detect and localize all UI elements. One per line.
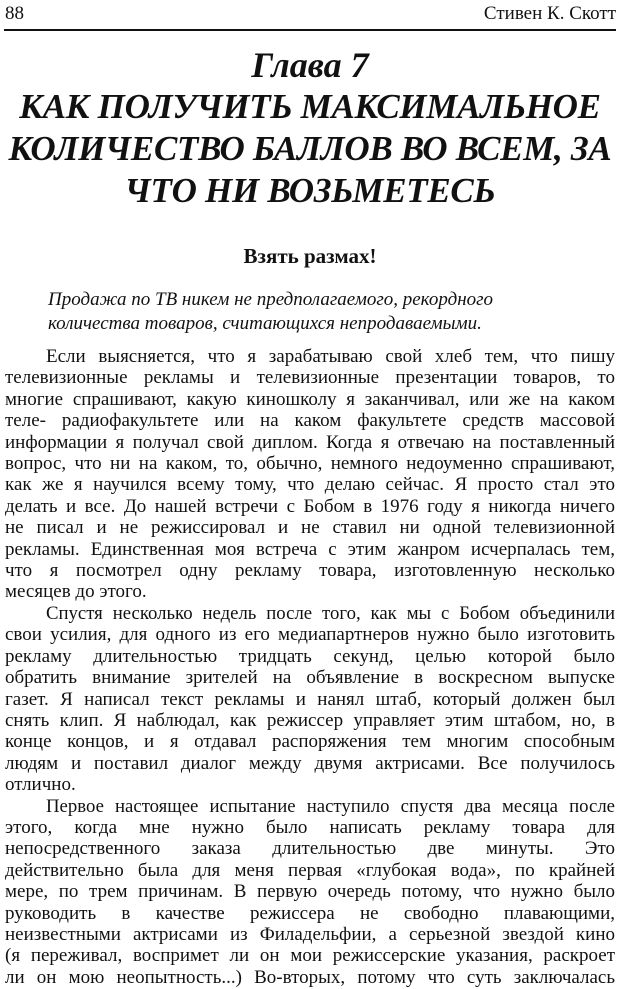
paragraph <box>5 796 615 989</box>
text-line: рекламу длительностью тридцать секунд, целью которой было <box>5 645 615 667</box>
text-line: руководить в качестве режиссера не свободно плавающими, <box>5 902 615 924</box>
running-header <box>5 2 616 26</box>
text-line: газет. Я написал текст рекламы и нанял штаб, который должен был <box>5 688 615 710</box>
running-header-author: Стивен К. Скотт <box>483 3 616 24</box>
text-line: не писал и не режиссировал и не ставил ни одной телевизионной <box>5 517 615 539</box>
text-line: как же я научился всему тому, что делаю сейчас. Я просто стал это <box>5 474 615 496</box>
text-line: снять клип. Я наблюдал, как режиссер управляет этим штабом, но, в <box>5 709 615 731</box>
text-line: (я переживал, воспримет ли он мои режиссерские указания, раскроет <box>5 945 615 967</box>
text-line: Спустя несколько недель после того, как мы с Бобом объединили <box>46 602 615 624</box>
text-line: Первое настоящее испытание наступило спустя два месяца после <box>46 795 615 817</box>
chapter-title-line: КАК ПОЛУЧИТЬ МАКСИМАЛЬНОЕ <box>19 87 601 126</box>
text-line: действительно была для меня первая «глубокая вода», по крайней <box>5 859 615 881</box>
text-line: вопрос, что ни на каком, то, обычно, немного недоуменно спрашивают, <box>5 453 615 475</box>
text-line: отлично. <box>5 774 76 796</box>
chapter-title-line: ЧТО НИ ВОЗЬМЕТЕСЬ <box>124 171 496 210</box>
text-line: рекламы. Единственная моя встреча с этим жанром исчерпалась тем, <box>5 538 615 560</box>
text-line: конце концов, и я отдавал распоряжения тем многим способным <box>5 731 615 753</box>
text-line: информации я получал свой диплом. Когда я отвечаю на поставленный <box>5 431 615 453</box>
chapter-number: Глава 7 <box>251 45 369 85</box>
paragraph <box>5 603 615 796</box>
text-line: делать и все. До нашей встречи с Бобом в 1976 году я никогда ничего <box>5 495 615 517</box>
section-heading: Взять размах! <box>243 244 377 268</box>
text-line: людям и поставил диалог между двумя актрисами. Все получилось <box>5 752 615 774</box>
text-line: месяцев до этого. <box>5 581 147 603</box>
chapter-title <box>0 86 620 212</box>
text-line: свои усилия, для одного из его медиапартнеров нужно было изготовить <box>5 624 615 646</box>
text-line: обратить внимание зрителей на объявление в воскресном выпуске <box>5 667 615 689</box>
text-line: этого, когда мне нужно было написать рекламу товара для <box>5 816 615 838</box>
epigraph <box>48 288 570 336</box>
text-line: многие спрашивают, какую киношколу я заканчивал, или же на каком <box>5 388 615 410</box>
page-number: 88 <box>5 3 24 24</box>
text-line: непосредственного заказа длительностью две минуты. Это <box>5 838 615 860</box>
epigraph-line: Продажа по ТВ никем не предполагаемого, рекордного <box>48 289 494 310</box>
text-line: неизвестными актрисами из Филадельфии, а серьезной звездой кино <box>5 923 615 945</box>
body-text <box>5 346 615 988</box>
text-line: ли он мою неопытность...) Во-вторых, потому что суть заключалась <box>5 966 615 988</box>
text-line: Если выясняется, что я зарабатываю свой хлеб тем, что пишу <box>46 346 615 367</box>
epigraph-line: количества товаров, считающихся непродаваемыми. <box>48 313 482 334</box>
header-rule <box>4 29 616 31</box>
text-line: телевизионные рекламы и телевизионные презентации товаров, то <box>5 367 615 389</box>
paragraph <box>5 346 615 603</box>
text-line: что я посмотрел одну рекламу товара, изготовленную несколько <box>5 560 615 582</box>
text-line: мере, по трем причинам. В первую очередь потому, что нужно было <box>5 881 615 903</box>
chapter-title-line: КОЛИЧЕСТВО БАЛЛОВ ВО ВСЕМ, ЗА <box>8 129 612 168</box>
text-line: теле- радиофакультете или на каком факультете средств массовой <box>5 410 615 432</box>
